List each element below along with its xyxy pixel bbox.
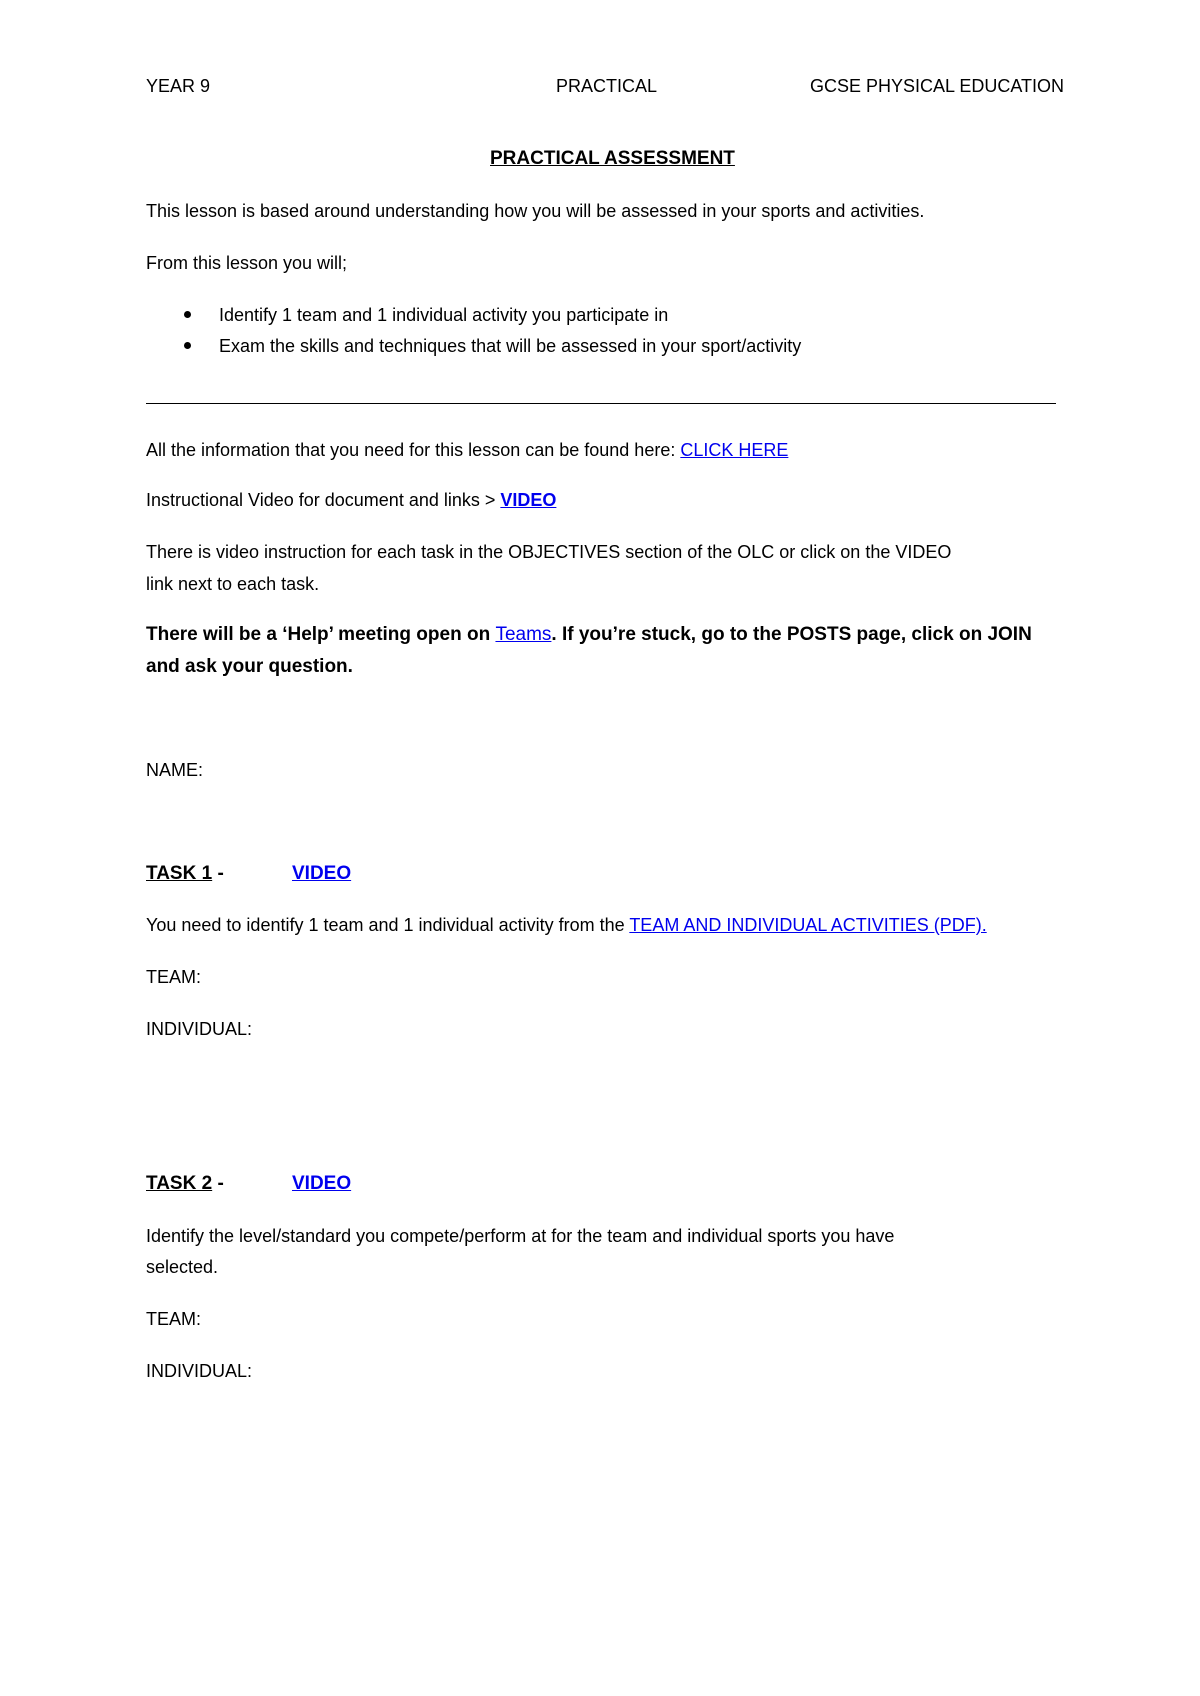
help-line-1	[146, 624, 1032, 646]
instruction-line-2: link next to each task.	[146, 574, 320, 594]
bullet-icon	[184, 311, 191, 318]
click-here-link[interactable]: CLICK HERE	[680, 440, 789, 460]
list-item: Identify 1 team and 1 individual activity you participate in	[219, 305, 669, 325]
task1-team-label: TEAM:	[146, 967, 202, 987]
header-course: GCSE PHYSICAL EDUCATION	[810, 76, 1065, 96]
task1-heading	[146, 863, 224, 885]
task1-instruction	[146, 915, 987, 936]
task2-individual-label: INDIVIDUAL:	[146, 1361, 253, 1381]
intro-text: This lesson is based around understanding how you will be assessed in your sports and activities.	[146, 201, 925, 221]
task2-instruction-line-2: selected.	[146, 1257, 219, 1277]
name-label: NAME:	[146, 760, 204, 780]
instruction-line-1: There is video instruction for each task in the OBJECTIVES section of the OLC or click on the VIDEO	[146, 542, 952, 562]
task1-dash: -	[212, 863, 224, 884]
task1-individual-label: INDIVIDUAL:	[146, 1019, 253, 1039]
video-line	[146, 490, 556, 511]
task2-label: TASK 2	[146, 1173, 213, 1194]
teams-link[interactable]: Teams	[495, 624, 552, 645]
info-text: All the information that you need for this lesson can be found here:	[146, 440, 681, 460]
info-line	[146, 440, 788, 461]
instructional-video-link[interactable]: VIDEO	[500, 490, 557, 510]
task2-instruction-line-1: Identify the level/standard you compete/perform at for the team and individual sports you have	[146, 1226, 895, 1246]
list-item: Exam the skills and techniques that will be assessed in your sport/activity	[219, 336, 802, 356]
bullet-icon	[184, 342, 191, 349]
objectives-lead: From this lesson you will;	[146, 253, 348, 273]
task1-label: TASK 1	[146, 863, 213, 884]
help-text-2: . If you’re stuck, go to the POSTS page, click on JOIN	[551, 624, 1032, 645]
task2-video-link[interactable]: VIDEO	[292, 1173, 352, 1194]
help-text-1: There will be a ‘Help’ meeting open on	[146, 624, 496, 645]
header-year: YEAR 9	[146, 76, 211, 96]
help-line-2: and ask your question.	[146, 656, 353, 677]
task2-heading	[146, 1173, 224, 1195]
divider-line	[146, 403, 1056, 404]
header-subject-type: PRACTICAL	[556, 76, 658, 96]
task1-text: You need to identify 1 team and 1 individual activity from the	[146, 915, 630, 935]
video-line-text: Instructional Video for document and links >	[146, 490, 501, 510]
page-title: PRACTICAL ASSESSMENT	[490, 148, 735, 169]
task2-dash: -	[212, 1173, 224, 1194]
task2-team-label: TEAM:	[146, 1309, 202, 1329]
task1-video-link[interactable]: VIDEO	[292, 863, 352, 884]
team-individual-pdf-link[interactable]: TEAM AND INDIVIDUAL ACTIVITIES (PDF).	[629, 915, 987, 935]
